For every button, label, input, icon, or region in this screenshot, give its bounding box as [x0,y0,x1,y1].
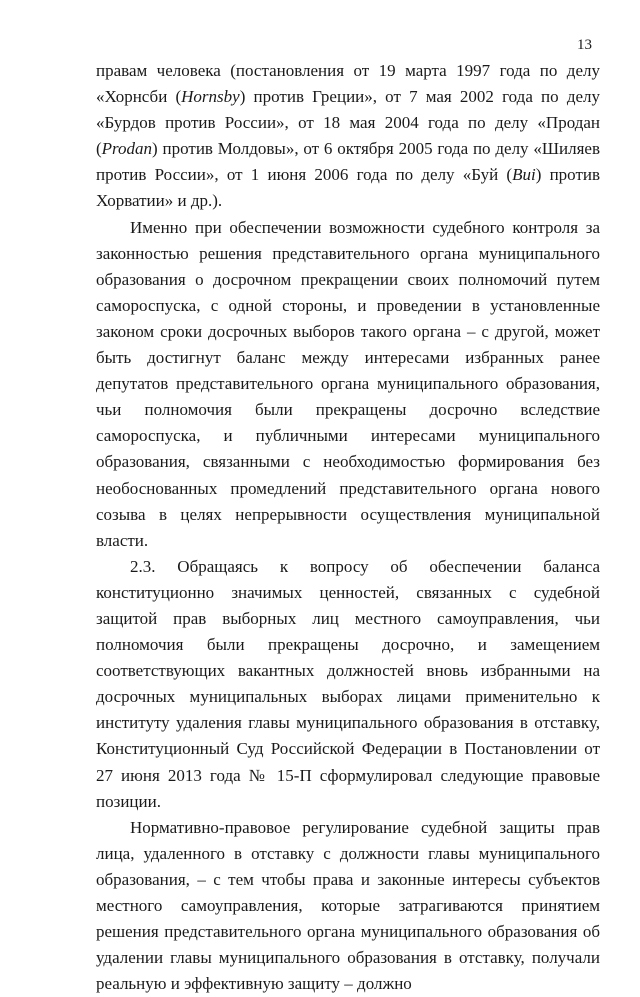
text-segment-italic: Hornsby [181,87,240,107]
text-segment: ) против Греции», от 7 мая 2002 года по делу «Бурдов против России», от 18 мая 2004 года по делу «Продан ( [96,87,600,159]
paragraph-regulation [96,815,600,997]
page-number: 13 [577,37,592,53]
text-segment: 2.3. Обращаясь к вопросу об обеспечении баланса конституционно значимых ценностей, связанных с судебной защитой прав выборных лиц местного самоуправления, чьи полномочия были прекращены досрочно, и замещением соответствующих вакантных должностей вновь избранными на досрочных муниципальных выборах лицами применительно к институту удаления главы муниципального образования в отставку, Конституционный Суд Российской Федерации в Постановлении от 27 июня 2013 года № 15-П сформулировал следующие правовые позиции. [96,556,600,811]
paragraph-section-2-3 [96,554,600,815]
text-segment: ) против Хорватии» и др.). [96,165,601,211]
document-body [96,58,600,997]
text-segment-italic: Prodan [101,139,153,159]
paragraph-balance-of-interests [96,215,600,554]
text-segment: Нормативно-правовое регулирование судебной защиты прав лица, удаленного в отставку с должности главы муниципального образования, – с тем чтобы права и законные интересы субъектов местного самоуправления, которые затрагиваются принятием решения представительного органа муниципального образования об удалении главы муниципального образования в отставку, получали реальную и эффективную защиту – должно [96,817,600,994]
text-segment: ) против Молдовы», от 6 октября 2005 года по делу «Шиляев против России», от 1 июня 2006 года по делу «Буй ( [96,139,600,185]
paragraph-case-citations [96,58,600,215]
text-segment-italic: Bui [512,165,536,185]
text-segment: Именно при обеспечении возможности судебного контроля за законностью решения представительного органа муниципального образования о досрочном прекращении своих полномочий путем самороспуска, с одной стороны, и проведении в установленные законом сроки досрочных выборов такого органа – с другой, может быть достигнут баланс между интересами избранных ранее депутатов представительного органа муниципального образования, чьи полномочия были прекращены досрочно вследствие самороспуска, и публичными интересами муниципального образования, связанными с необходимостью формирования без необоснованных промедлений представительного органа нового созыва в целях непрерывности осуществления муниципальной власти. [96,217,600,550]
text-segment: правам человека (постановления от 19 марта 1997 года по делу «Хорнсби ( [96,61,600,107]
